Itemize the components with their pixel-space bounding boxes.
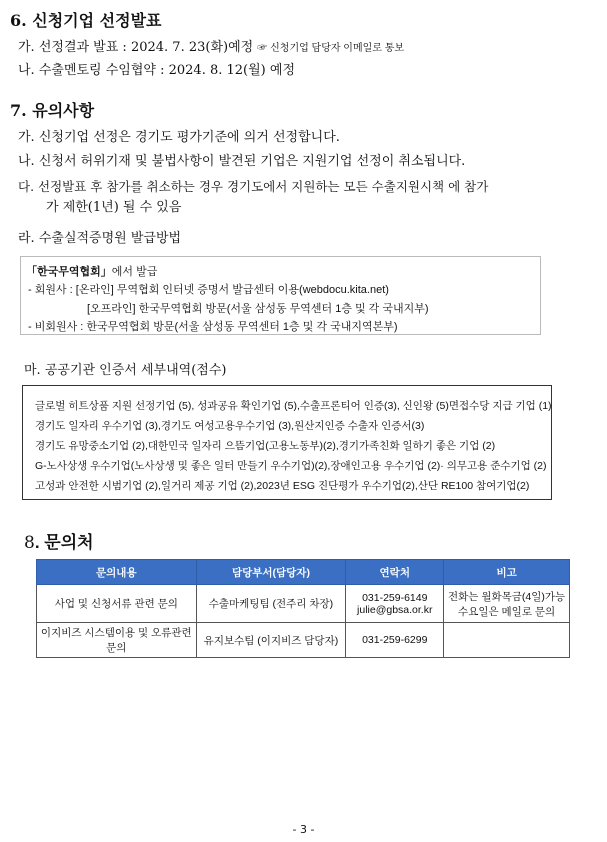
sec7-item-b: 나. 신청서 허위기재 및 불법사항이 발견된 기업은 지원기업 선정이 취소됩니다. [18,154,466,169]
cert-line: 경기도 일자리 우수기업 (3),경기도 여성고용우수기업 (3),원산지인증 수출자 인증서(3) [35,420,425,432]
header-note: 비고 [444,560,570,585]
contact-table [36,559,570,658]
row1-note [444,585,570,623]
issue-box-line4: - 비회원사 : 한국무역협회 방문(서울 삼성동 무역센터 1층 및 각 국내지역본부) [28,321,398,333]
sec6-item-a [18,36,404,55]
issue-box-line3: [오프라인] 한국무역협회 방문(서울 삼성동 무역센터 1층 및 각 국내지부) [87,303,429,315]
sec7-item-d: 라. 수출실적증명원 발급방법 [18,231,182,246]
cert-line: 글로벌 히트상품 지원 선정기업 (5), 성과공유 확인기업 (5),수출프론티어 인증(3), 신인왕 (5)면접수당 지급 기업 (1) [35,400,552,412]
row2-dept: 유지보수팀 (이지비즈 담당자) [196,623,346,658]
row1-phone: 031-259-6149 [362,591,428,604]
page-number: - 3 - [292,823,315,836]
section-8-text: . 문의처 [34,533,94,552]
issue-box-line1 [26,263,157,279]
section-8-number: 8 [24,533,35,553]
row2-phone: 031-259-6299 [346,623,444,658]
header-contact: 연락처 [346,560,444,585]
table-row [37,623,570,658]
table-header-row [37,560,570,585]
sec7-item-a: 가. 신청기업 선정은 경기도 평가기준에 의거 선정합니다. [18,130,340,145]
row1-note-line2: 수요일은 메일로 문의 [458,605,556,618]
sec7-item-c-line2: 가 제한(1년) 될 수 있음 [46,200,182,215]
section-7-title: 7. 유의사항 [10,101,95,120]
certificate-score-box [22,385,552,500]
row1-note-line1: 전화는 월화목금(4일)가능 [448,590,566,603]
cert-line: G-노사상생 우수기업(노사상생 및 좋은 일터 만들기 우수기업)(2),장애인고용 우수기업 (2)· 의무고용 준수기업 (2) [35,460,547,472]
row2-content: 이지비즈 시스템이용 및 오류관련 문의 [37,623,197,658]
sec7-item-c-line1: 다. 선정발표 후 참가를 취소하는 경우 경기도에서 지원하는 모든 수출지원시책 에 참가 [18,179,489,194]
certificate-issue-box [20,256,541,335]
sec6-item-a-note: ☞ 신청기업 담당자 이메일로 통보 [257,43,405,54]
issue-box-org: 「한국무역협회」 [26,266,112,278]
row1-dept: 수출마케팅팀 (전주리 차장) [196,585,346,623]
row1-content: 사업 및 신청서류 관련 문의 [37,585,197,623]
sec6-item-a-text: 가. 선정결과 발표 : 2024. 7. 23(화)예정 [18,40,254,55]
issue-box-line1-rest: 에서 발급 [111,266,158,278]
sec7-item-e: 마. 공공기관 인증서 세부내역(점수) [24,363,227,378]
sec6-item-b: 나. 수출멘토링 수임협약 : 2024. 8. 12(월) 예정 [18,63,295,78]
section-6-title: 6. 신청기업 선정발표 [10,11,162,30]
cert-line: 고성과 안전한 시범기업 (2),일거리 제공 기업 (2),2023년 ESG 진단평가 우수기업(2),산단 RE100 참여기업(2) [35,480,530,492]
row2-note [444,623,570,658]
row1-contact [346,585,444,623]
issue-box-line2: - 회원사 : [온라인] 무역협회 인터넷 증명서 발급센터 이용(webdocu.kita.net) [28,284,389,296]
header-department: 담당부서(담당자) [196,560,346,585]
cert-line: 경기도 유망중소기업 (2),대한민국 일자리 으뜸기업(고용노동부)(2),경기가족친화 일하기 좋은 기업 (2) [35,440,496,452]
table-row [37,585,570,623]
header-inquiry: 문의내용 [37,560,197,585]
section-8-title [24,528,94,553]
row1-email[interactable]: julie@gbsa.or.kr [357,603,433,616]
